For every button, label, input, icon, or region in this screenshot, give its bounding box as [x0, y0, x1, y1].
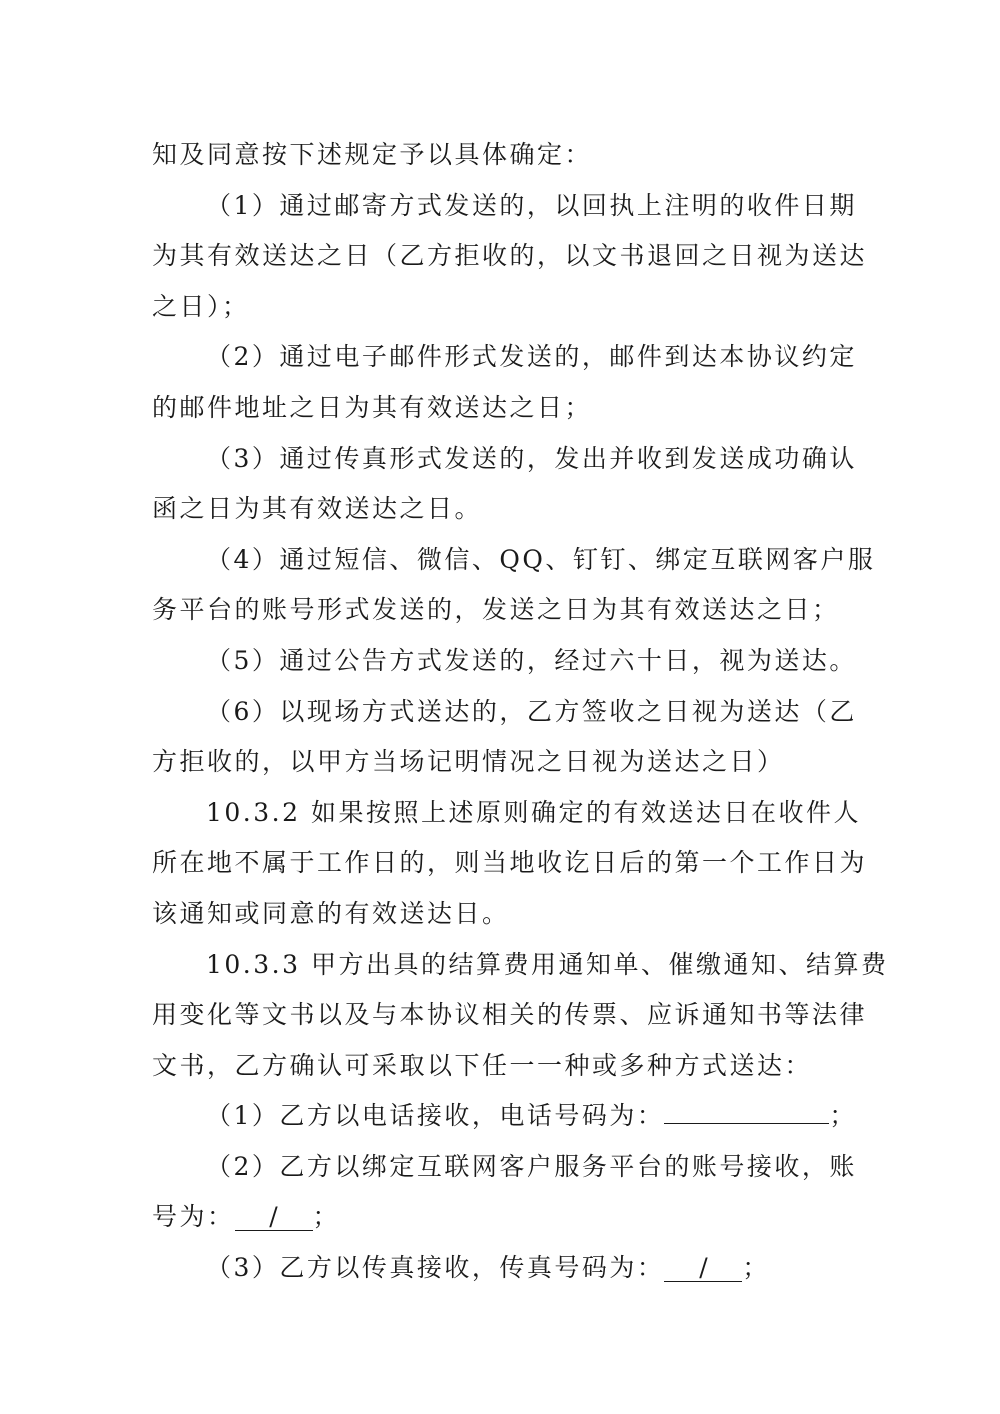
text-line: 文书，乙方确认可采取以下任一一种或多种方式送达： — [152, 1050, 813, 1080]
text-line: 务平台的账号形式发送的，发送之日为其有效送达之日； — [152, 595, 840, 625]
phone-number-blank — [664, 1097, 829, 1124]
text-line: 方拒收的，以甲方当场记明情况之日视为送达之日） — [152, 747, 785, 777]
text-line: （3）通过传真形式发送的，发出并收到发送成功确认 — [206, 443, 857, 473]
text-line: 该通知或同意的有效送达日。 — [152, 898, 510, 928]
phone-end: ； — [829, 1101, 857, 1131]
text-line: 为其有效送达之日（乙方拒收的，以文书退回之日视为送达 — [152, 241, 868, 271]
text-line: （1）通过邮寄方式发送的，以回执上注明的收件日期 — [206, 190, 857, 220]
phone-line — [152, 1091, 857, 1142]
text-line: （4）通过短信、微信、QQ、钉钉、绑定互联网客户服 — [206, 544, 876, 574]
fax-end: ； — [742, 1253, 770, 1283]
text-line: 的邮件地址之日为其有效送达之日； — [152, 392, 593, 422]
text-line: 10.3.2 如果按照上述原则确定的有效送达日在收件人 — [206, 797, 861, 827]
fax-line — [152, 1243, 852, 1294]
account-blank: / — [235, 1204, 313, 1231]
text-line: 所在地不属于工作日的，则当地收讫日后的第一个工作日为 — [152, 848, 868, 878]
account-label: 号为： — [152, 1202, 235, 1232]
text-line: （2）乙方以绑定互联网客户服务平台的账号接收，账 — [206, 1151, 857, 1181]
phone-label: （1）乙方以电话接收，电话号码为： — [206, 1101, 665, 1131]
text-line: （5）通过公告方式发送的，经过六十日，视为送达。 — [206, 645, 857, 675]
text-line: 知及同意按下述规定予以具体确定： — [152, 140, 593, 169]
fax-label: （3）乙方以传真接收，传真号码为： — [206, 1253, 665, 1283]
account-end: ； — [312, 1202, 341, 1232]
text-line: 之日）； — [152, 291, 250, 321]
text-line: （6）以现场方式送达的，乙方签收之日视为送达（乙 — [206, 696, 857, 726]
document-body — [152, 130, 889, 1294]
text-line: 用变化等文书以及与本协议相关的传票、应诉通知书等法律 — [152, 1000, 868, 1030]
text-line: 函之日为其有效送达之日。 — [152, 494, 483, 524]
account-line — [152, 1192, 852, 1243]
fax-blank: / — [664, 1255, 742, 1282]
text-line: 10.3.3 甲方出具的结算费用通知单、催缴通知、结算费 — [206, 949, 889, 979]
text-line: （2）通过电子邮件形式发送的，邮件到达本协议约定 — [206, 342, 857, 372]
